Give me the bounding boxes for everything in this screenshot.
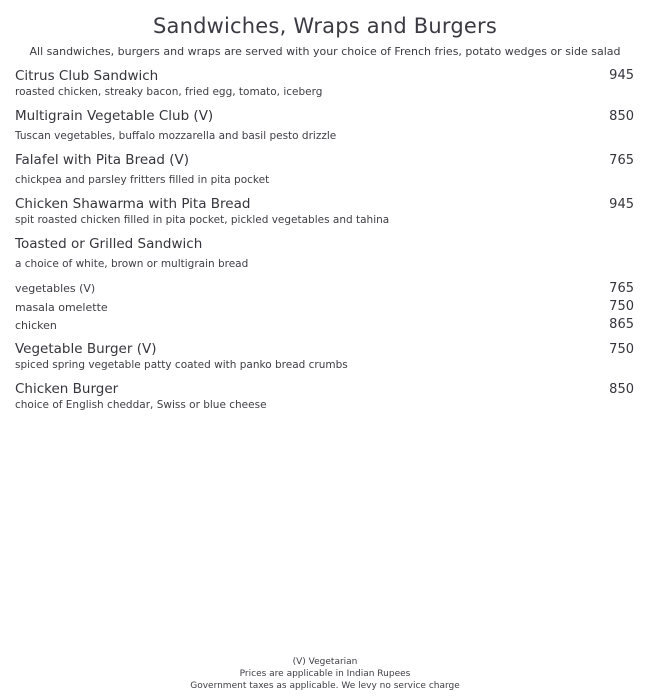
menu-item-name: Chicken Shawarma with Pita Bread xyxy=(15,196,251,212)
menu-item-price: 850 xyxy=(609,382,634,397)
menu-item-name: Chicken Burger xyxy=(15,381,119,397)
menu-item-description: roasted chicken, streaky bacon, fried egg, tomato, iceberg xyxy=(15,86,323,98)
sandwich-option-price: 750 xyxy=(609,299,634,314)
menu-item-price: 945 xyxy=(609,197,634,212)
menu-item-price: 750 xyxy=(609,342,634,357)
menu-item-name: Toasted or Grilled Sandwich xyxy=(15,236,203,252)
sandwich-option-name: masala omelette xyxy=(15,301,108,314)
menu-item-description: spit roasted chicken filled in pita pocket, pickled vegetables and tahina xyxy=(15,214,390,226)
page-title: Sandwiches, Wraps and Burgers xyxy=(153,14,497,38)
menu-item-description: spiced spring vegetable patty coated with panko bread crumbs xyxy=(15,359,348,371)
menu-item-price: 945 xyxy=(609,68,634,83)
footer-currency-note: Prices are applicable in Indian Rupees xyxy=(239,669,411,679)
menu-item-description: Tuscan vegetables, buffalo mozzarella and basil pesto drizzle xyxy=(15,130,337,142)
sandwich-option-price: 865 xyxy=(609,317,634,332)
sandwich-option-name: vegetables (V) xyxy=(15,282,96,295)
menu-item-price: 765 xyxy=(609,153,634,168)
menu-item-name: Falafel with Pita Bread (V) xyxy=(15,152,190,168)
sandwich-option-name: chicken xyxy=(15,319,57,332)
menu-item-price: 850 xyxy=(609,109,634,124)
footer-vegetarian-note: (V) Vegetarian xyxy=(292,657,358,667)
menu-item-name: Citrus Club Sandwich xyxy=(15,68,159,84)
menu-item-description: chickpea and parsley fritters filled in pita pocket xyxy=(15,174,270,186)
menu-item-description: a choice of white, brown or multigrain bread xyxy=(15,258,249,270)
page-subtitle: All sandwiches, burgers and wraps are served with your choice of French fries, potato wedges or side salad xyxy=(29,45,621,58)
menu-item-name: Vegetable Burger (V) xyxy=(15,341,157,357)
menu-item-description: choice of English cheddar, Swiss or blue cheese xyxy=(15,399,267,411)
sandwich-option-price: 765 xyxy=(609,281,634,296)
footer-tax-note: Government taxes as applicable. We levy no service charge xyxy=(190,681,460,691)
menu-item-name: Multigrain Vegetable Club (V) xyxy=(15,108,214,124)
